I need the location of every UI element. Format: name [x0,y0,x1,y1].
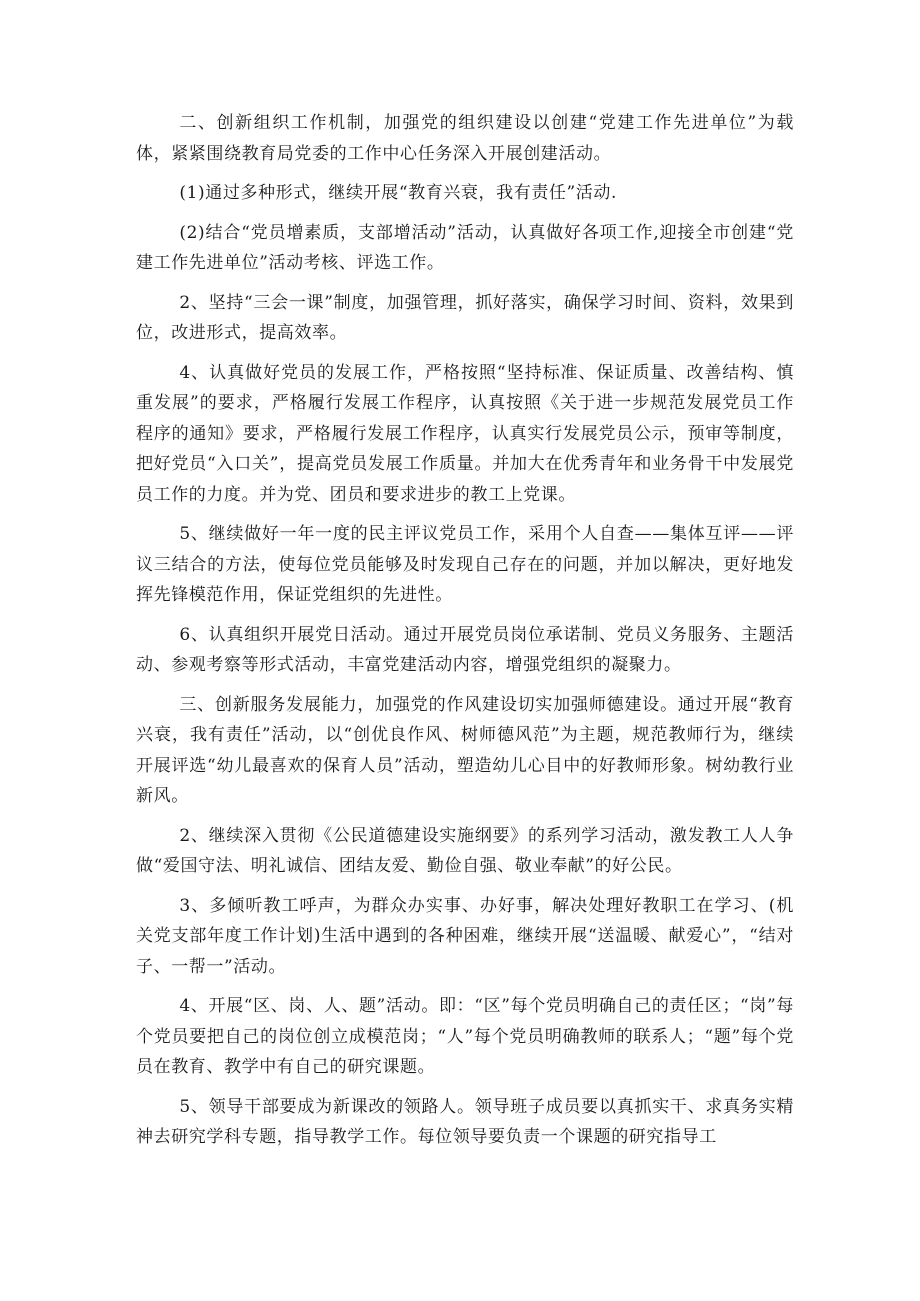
paragraph-point-5-leadership: 5、领导干部要成为新课改的领路人。领导班子成员要以真抓实干、求真务实精神去研究学科专题，指导教学工作。每位领导要负责一个课题的研究指导工 [136,1096,794,1147]
paragraph-section-three-heading: 三、创新服务发展能力，加强党的作风建设切实加强师德建设。通过开展“教育兴衰，我有责任”活动，以“创优良作风、树师德风范”为主题，规范教师行为，继续开展评选“幼儿最喜欢的保育人员”活动，塑造幼儿心目中的好教师形象。树幼教行业新风。 [136,694,794,806]
paragraph-item-1: (1)通过多种形式，继续开展“教育兴衰，我有责任”活动. [179,183,618,203]
paragraph-point-2-civic-ethics: 2、继续深入贯彻《公民道德建设实施纲要》的系列学习活动，激发教工人人争做“爱国守法、明礼诚信、团结友爱、勤俭自强、敬业奉献”的好公民。 [136,825,794,876]
paragraph-item-2: (2)结合“党员增素质，支部增活动”活动，认真做好各项工作,迎接全市创建“党建工作先进单位”活动考核、评选工作。 [136,222,794,273]
document-page [136,108,794,1162]
paragraph-point-2-three-meetings: 2、坚持“三会一课”制度，加强管理，抓好落实，确保学习时间、资料，效果到位，改进形式，提高效率。 [136,292,794,343]
paragraph-section-two-heading: 二、创新组织工作机制，加强党的组织建设以创建“党建工作先进单位”为载体，紧紧围绕教育局党委的工作中心任务深入开展创建活动。 [136,113,794,164]
paragraph-point-5-democratic-review: 5、继续做好一年一度的民主评议党员工作，采用个人自查——集体互评——评议三结合的方法，使每位党员能够及时发现自己存在的问题，并加以解决，更好地发挥先锋模范作用，保证党组织的先进性。 [136,524,794,605]
paragraph-point-6-party-day: 6、认真组织开展党日活动。通过开展党员岗位承诺制、党员义务服务、主题活动、参观考察等形式活动，丰富党建活动内容，增强党组织的凝聚力。 [136,624,794,675]
paragraph-point-3-listen-to-staff: 3、多倾听教工呼声，为群众办实事、办好事，解决处理好教职工在学习、(机关党支部年度工作计划)生活中遇到的各种困难，继续开展“送温暖、献爱心”，“结对子、一帮一”活动。 [136,895,794,977]
paragraph-point-4-area-post-person-topic: 4、开展“区、岗、人、题”活动。即：“区”每个党员明确自己的责任区；“岗”每个党员要把自己的岗位创立成模范岗；“人”每个党员明确教师的联系人；“题”每个党员在教育、教学中有自己的研究课题。 [136,996,794,1077]
paragraph-point-4-member-development: 4、认真做好党员的发展工作，严格按照“坚持标准、保证质量、改善结构、慎重发展”的要求，严格履行发展工作程序，认真按照《关于进一步规范发展党员工作程序的通知》要求，严格履行发展工作程序，认真实行发展党员公示，预审等制度，把好党员“入口关”，提高党员发展工作质量。并加大在优秀青年和业务骨干中发展党员工作的力度。并为党、团员和要求进步的教工上党课。 [136,362,794,505]
